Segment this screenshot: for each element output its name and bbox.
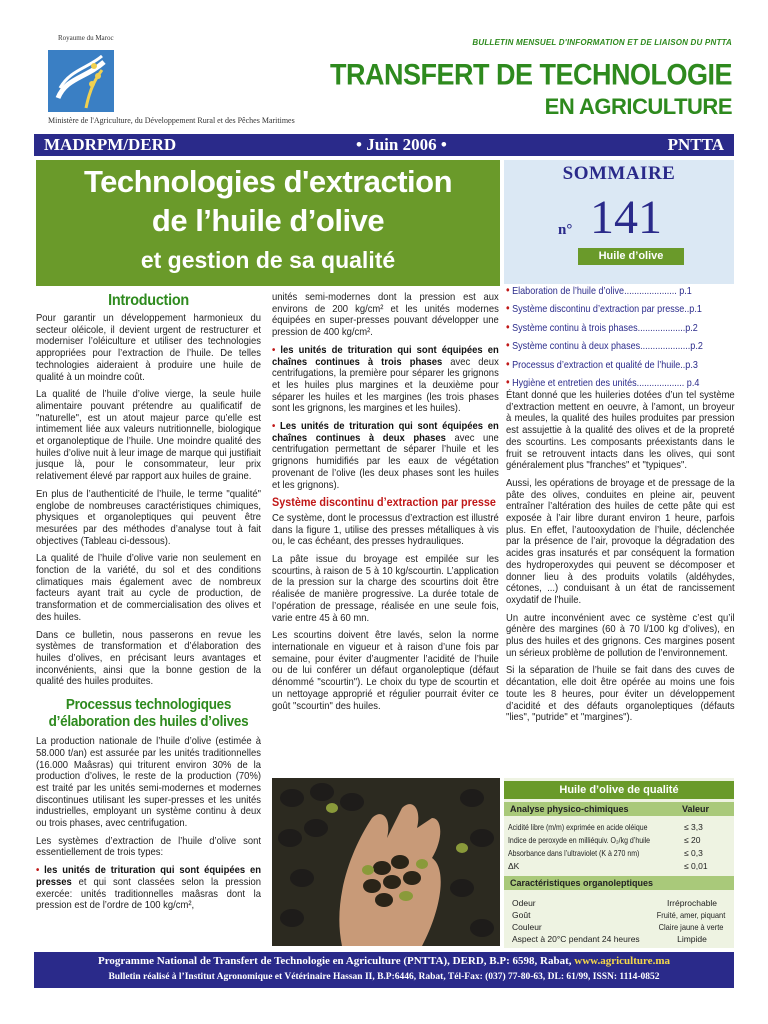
table-header-row: Caractéristiques organoleptiques [504, 876, 734, 890]
paragraph: La qualité de l’huile d’olive vierge, la seule huile alimentaire pouvant prétendre au qualificatif de "naturelle", est un atout majeur parce qu’elle est intimement liée aux valeurs nutritionnelle, biologique et organoleptique de l’huile. Une moindre qualité des huiles d’olive nuit à leur image de marque qui justifiait jusque là, pour le consommateur, leur prix relativement élevé par rapport aux huiles de graine. [36, 388, 261, 483]
paragraph: Étant donné que les huileries dotées d’un tel système d’extraction mettent en oeuvre, à l’amont, un broyeur à meules, la qualité des huiles produites par pression est assujettie à la qualité des olives et de la propreté des scourtins. Les composants préexistants dans le fruit se retrouvent intacts dans les olives, qui sont généralement plus "franches" et "typiques". [506, 389, 735, 472]
issue-number-label: n° [558, 222, 573, 238]
olives-in-hand-photo [272, 778, 500, 946]
heading-systeme-discontinu: Système discontinu d’extraction par presse [272, 495, 496, 510]
paragraph: Dans ce bulletin, nous passerons en revue les systèmes de transformation et d’élaboration des huiles d’olives, en précisant leurs avantages et inconvénients, ainsi que la bonne gestion de la qualité des huiles produites. [36, 628, 261, 688]
paragraph: La qualité de l’huile d’olive varie non seulement en fonction de la variété, du sol et des conditions climatiques mais également avec de nombreux facteurs ayant trait au cycle de production, de transformation et de commercialisation des olives et des huiles. [36, 552, 261, 623]
toc-item[interactable]: • Système discontinu d’extraction par presse..p.1 [506, 301, 702, 316]
paragraph: • les unités de trituration qui sont équipées en chaînes continues à trois phases avec deux centrifugations, la première pour séparer les grignons et les huiles plus margines et la deuxième pour séparer les huiles et les margines (les trois phases sont les grignons, les margines et les huiles). [272, 343, 499, 415]
paragraph: En plus de l’authenticité de l’huile, le terme "qualité" englobe de nombreuses caractéristiques chimiques, physiques et organoleptiques qui peuvent être mesurées par des méthodes d’analyse tout à fait objectives (Tableau ci-dessous). [36, 487, 261, 547]
issue-bar [34, 134, 734, 156]
publication-title-line1: TRANSFERT DE TECHNOLOGIE [329, 58, 732, 91]
footer-line1: Programme National de Transfert de Technologie en Agriculture (PNTTA), DERD, B.P: 6598, Rabat, www.agriculture.ma [98, 955, 670, 967]
toc-item[interactable]: • Système continu à deux phases....................p.2 [506, 338, 703, 353]
table-row: Indice de peroxyde en milliéquiv. O₂/kg d’huile [508, 835, 651, 845]
paragraph: Les scourtins doivent être lavés, selon la norme internationale en vigueur et à raison d’une fois par semaine, pour éviter d’augmenter l’acidité de l’huile ou de lui conférer un défaut organoleptique (défaut dénommé "scourtin"). Le choix du type de scourtin et un nettoyage approprié et régulier pourrait éviter ce goût "scourtin" des huiles. [272, 629, 499, 712]
paragraph: La pâte issue du broyage est empilée sur les scourtins, à raison de 5 à 10 kg/scourtin. L’application de la pression sur la charge des scourtins doit être réalisée de manière progressive. La durée totale de l’opération de pressage, réalisée en une seule fois, varie entre 45 à 60 mn. [272, 553, 499, 624]
table-row: Absorbance dans l’ultraviolet (K à 270 nm) [508, 848, 640, 858]
ministry-logo-icon [46, 48, 116, 114]
main-title-line2: de l’huile d’olive [151, 203, 385, 238]
main-title-line3: et gestion de sa qualité [140, 247, 396, 273]
paragraph: unités semi-modernes dont la pression est aux environs de 200 kg/cm² et les unités modernes équipées en super-presses pouvant développer une pression de 400 kg/cm². [272, 291, 499, 339]
table-row: ΔK [508, 861, 520, 871]
bar-right-label: PNTTA [667, 135, 724, 154]
issue-number: 141 [590, 191, 662, 244]
publication-title-line2: EN AGRICULTURE [544, 94, 732, 119]
bulletin-label: BULLETIN MENSUEL D'INFORMATION ET DE LIAISON DU PNTTA [472, 38, 732, 47]
main-title-line1: Technologies d'extraction [83, 164, 453, 199]
table-row: Couleur [512, 922, 542, 932]
website-link[interactable]: www.agriculture.ma [574, 955, 670, 967]
paragraph: La production nationale de l’huile d’olive (estimée à 58.000 t/an) est assurée par les unités traditionnelles (16.000 Maâsras) qui triturent environ 30% de la production d’olives, le reste de la production (70%) est traité par les unités semi-modernes et modernes discontinues utilisant les super-presses et les unités industrielles, employant un système continu à deux ou trois phases, avec centrifugation. [36, 735, 261, 830]
table-header-row: Analyse physico-chimiques Valeur [504, 802, 734, 816]
table-cell: ≤ 0,3 [684, 848, 703, 858]
table-row: Acidité libre (m/m) exprimée en acide oléique [508, 822, 648, 832]
paragraph: Un autre inconvénient avec ce système c’est qu’il génère des margines (60 à 70 l/100 kg d’olives), en plus des huiles et des grignons. Ces margines posent un sérieux problème de pollution de l’environnement. [506, 611, 735, 659]
quality-table [504, 778, 734, 948]
issue-date: • Juin 2006 • [356, 135, 447, 154]
sommaire-title: SOMMAIRE [562, 163, 676, 184]
paragraph: • Les unités de trituration qui sont équipées en chaînes continues à deux phases avec une centrifugation permettant de séparer l’huile et les grignons humidifiés par les eaux de végétation provenant de l’olive (les deux phases sont les huiles et les grignons). [272, 420, 499, 491]
topic-tag: Huile d’olive [578, 248, 684, 265]
paragraph: Les systèmes d’extraction de l’huile d’olive sont essentiellement de trois types: [36, 834, 261, 859]
heading-processus: Processus technologiques d’élaboration des huiles d’olives [48, 696, 249, 731]
paragraph: • les unités de trituration qui sont équipées en presses et qui sont classées selon la pression exercée: unités traditionnelles maâsras dont la pression est de l’ordre de 100 kg/cm², [36, 864, 262, 912]
column-1 [36, 292, 261, 918]
paragraph: Aussi, les opérations de broyage et de pressage de la pâte des olives, conduites en pleine air, peuvent entraîner l’altération des huiles de cette pâte qui est exposée à l’air libre durant environ 1 heure, parfois plus. En effet, l’autooxydation de l’huile, déclenchée par la présence de l’air, provoque la dégradation des acides gras insaturés et par conséquent la formation des hydroperoxydes qui peuvent se décomposer et donner lieu à des produits volatils (aldéhydes, cétones, ...) conduisant à un état de rancissement oxydatif de l’huile. [506, 476, 735, 606]
paragraph: Pour garantir un développement harmonieux du secteur oléicole, il devient urgent de restructurer et moderniser l’oléiculture et utiliser des technologies appropriées pour l’extraction de l’huile. De telles technologies aideraient à produire une huile de qualité à un moindre coût. [36, 312, 261, 383]
table-title: Huile d’olive de qualité [504, 781, 734, 799]
column-2 [272, 292, 499, 718]
toc-item[interactable]: • Système continu à trois phases...................p.2 [506, 319, 698, 334]
heading-introduction: Introduction [108, 292, 189, 309]
ministere-label: Ministère de l'Agriculture, du Développement Rural et des Pêches Maritimes [48, 116, 295, 125]
toc-item[interactable]: • Hygiène et entretien des unités................... p.4 [506, 375, 700, 390]
table-cell: ≤ 3,3 [684, 822, 703, 832]
table-of-contents [506, 282, 728, 392]
table-row: Goût [512, 910, 531, 920]
paragraph: Ce système, dont le processus d’extraction est illustré dans la figure 1, utilise des presses métalliques à vis ou, le cas échéant, des presses hydrauliques. [272, 511, 499, 548]
table-row: Odeur [512, 898, 536, 908]
footer [34, 952, 734, 988]
toc-item[interactable]: • Processus d’extraction et qualité de l’huile..p.3 [506, 356, 698, 371]
table-row: Aspect à 20°C pendant 24 heures [512, 934, 640, 944]
table-cell: Claire jaune à verte [658, 922, 724, 932]
royaume-label: Royaume du Maroc [58, 34, 114, 42]
footer-line2: Bulletin réalisé à l’Institut Agronomique et Vétérinaire Hassan II, B.P:6446, Rabat, Tél-Fax: (037) 77-80-63, DL: 61/99, ISSN: 1114-0852 [108, 972, 660, 982]
table-cell: Irréprochable [666, 898, 718, 908]
paragraph: Si la séparation de l’huile se fait dans des cuves de décantation, elle doit être opérée au moins une fois toute les 8 heures, pour éviter un développement d’acidité et des défauts organoleptiques (défauts "lies", "putride" et "margines"). [506, 664, 735, 724]
table-cell: Fruité, amer, piquant [656, 910, 726, 920]
table-cell: Limpide [677, 934, 707, 944]
table-cell: ≤ 20 [684, 835, 701, 845]
column-3 [506, 390, 735, 730]
bar-left-label: MADRPM/DERD [44, 135, 177, 154]
table-cell: ≤ 0,01 [684, 861, 708, 871]
toc-item[interactable]: • Elaboration de l’huile d’olive..................... p.1 [506, 283, 692, 297]
